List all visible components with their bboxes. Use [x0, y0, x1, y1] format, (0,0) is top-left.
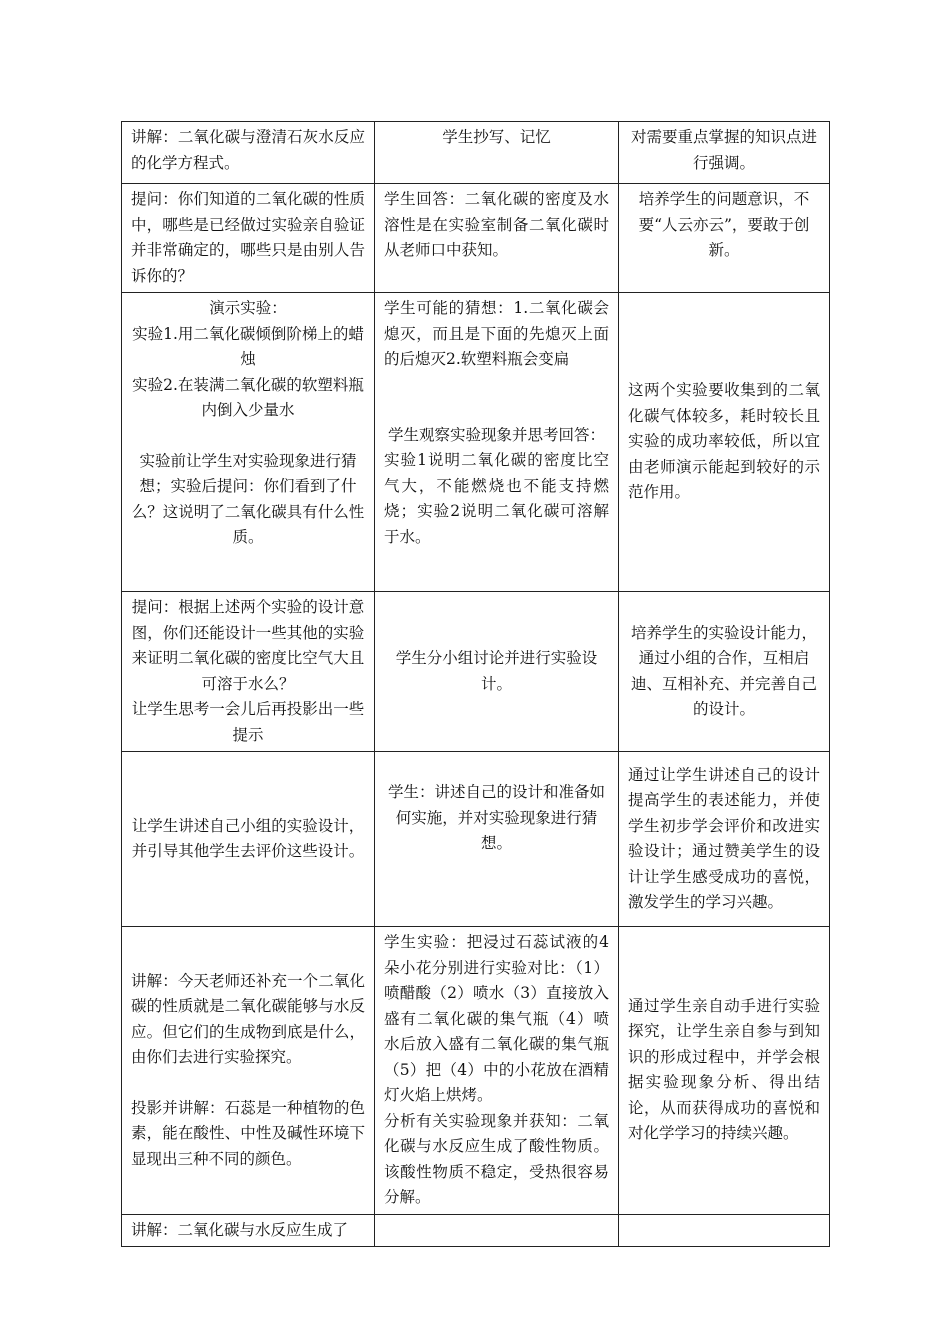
- cell-text: 学生：讲述自己的设计和准备如何实施，并对实验现象进行猜想。: [387, 783, 605, 852]
- design-intent-cell: [619, 293, 830, 592]
- cell-text: 培养学生的问题意识，不要“人云亦云”，要敢于创新。: [638, 190, 810, 259]
- cell-text: 讲解：今天老师还补充一个二氧化碳的性质就是二氧化碳能够与水反应。但它们的生成物到底是什么，由你们去进行实验探究。: [131, 971, 365, 1066]
- teacher-activity-cell: [122, 122, 375, 184]
- table-row: [122, 752, 830, 927]
- cell-text: 对需要重点掌握的知识点进行强调。: [630, 128, 817, 172]
- table-row: [122, 927, 830, 1215]
- lesson-plan-table: [121, 121, 830, 1247]
- design-intent-cell: [619, 927, 830, 1215]
- teacher-activity-cell: [122, 592, 375, 752]
- table-row: [122, 293, 830, 592]
- cell-text: 让学生讲述自己小组的实验设计，并引导其他学生去评价这些设计。: [131, 816, 365, 860]
- cell-text: 学生抄写、记忆: [442, 128, 551, 146]
- cell-text: 讲解：二氧化碳与澄清石灰水反应的化学方程式。: [131, 128, 365, 172]
- cell-text: 通过让学生讲述自己的设计提高学生的表述能力，并使学生初步学会评价和改进实验设计；通过赞美学生的设计让学生感受成功的喜悦，激发学生的学习兴趣。: [628, 765, 820, 911]
- cell-text: 提问：根据上述两个实验的设计意图，你们还能设计一些其他的实验来证明二氧化碳的密度比空气大且可溶于水么？: [131, 598, 365, 693]
- design-intent-cell: [619, 592, 830, 752]
- spacer: [384, 398, 609, 423]
- table-row: [122, 1214, 830, 1247]
- teacher-activity-cell: [122, 752, 375, 927]
- cell-text: 演示实验：: [209, 299, 287, 317]
- cell-text: 这两个实验要收集到的二氧化碳气体较多，耗时较长且实验的成功率较低，所以宜由老师演示能起到较好的示范作用。: [628, 381, 820, 502]
- cell-text: 提问：你们知道的二氧化碳的性质中，哪些是已经做过实验亲自验证并非常确定的，哪些只是由别人告诉你的？: [131, 190, 365, 285]
- cell-text: 学生回答：二氧化碳的密度及水溶性是在实验室制备二氧化碳时从老师口中获知。: [384, 190, 609, 259]
- cell-text: 学生观察实验现象并思考回答：: [387, 425, 605, 444]
- teacher-activity-cell: [122, 927, 375, 1215]
- cell-text: 学生可能的猜想：1.二氧化碳会熄灭，而且是下面的先熄灭上面的后熄灭2.软塑料瓶会变扁: [384, 299, 609, 368]
- cell-text: 实验1.用二氧化碳倾倒阶梯上的蜡烛: [132, 324, 364, 368]
- spacer: [131, 424, 365, 449]
- cell-text: 学生分小组讨论并进行实验设计。: [395, 649, 598, 693]
- cell-text: 讲解：二氧化碳与水反应生成了: [131, 1220, 349, 1239]
- student-activity-cell: [375, 752, 619, 927]
- spacer: [384, 373, 609, 398]
- student-activity-cell: [375, 1214, 619, 1247]
- cell-text: 培养学生的实验设计能力，通过小组的合作，互相启迪、互相补充、并完善自己的设计。: [630, 623, 817, 718]
- design-intent-cell: [619, 122, 830, 184]
- design-intent-cell: [619, 752, 830, 927]
- spacer: [131, 1071, 365, 1096]
- design-intent-cell: [619, 1214, 830, 1247]
- cell-text: 实验2.在装满二氧化碳的软塑料瓶内倒入少量水: [132, 375, 364, 419]
- table-row: [122, 184, 830, 293]
- cell-text: 分析有关实验现象并获知：二氧化碳与水反应生成了酸性物质。该酸性物质不稳定，受热很容易分解。: [384, 1111, 609, 1206]
- cell-text: 学生实验：把浸过石蕊试液的4朵小花分别进行实验对比：（1）喷醋酸（2）喷水（3）直接放入盛有二氧化碳的集气瓶（4）喷水后放入盛有二氧化碳的集气瓶（5）把（4）中的小花放在酒精灯火焰上烘烤。: [384, 933, 609, 1104]
- student-activity-cell: [375, 122, 619, 184]
- student-activity-cell: [375, 927, 619, 1215]
- design-intent-cell: [619, 184, 830, 293]
- student-activity-cell: [375, 293, 619, 592]
- cell-text: 让学生思考一会儿后再投影出一些提示: [131, 700, 365, 744]
- student-activity-cell: [375, 592, 619, 752]
- cell-text: 投影并讲解：石蕊是一种植物的色素，能在酸性、中性及碱性环境下显现出三种不同的颜色。: [131, 1098, 365, 1168]
- cell-text: 实验1说明二氧化碳的密度比空气大，不能燃烧也不能支持燃烧；实验2说明二氧化碳可溶解于水。: [384, 451, 609, 546]
- student-activity-cell: [375, 184, 619, 293]
- teacher-activity-cell: [122, 184, 375, 293]
- cell-text: 实验前让学生对实验现象进行猜想；实验后提问：你们看到了什么？这说明了二氧化碳具有什么性质。: [131, 451, 365, 546]
- teacher-activity-cell: [122, 293, 375, 592]
- cell-text: 通过学生亲自动手进行实验探究，让学生亲自参与到知识的形成过程中，并学会根据实验现象分析、得出结论，从而获得成功的喜悦和对化学学习的持续兴趣。: [628, 996, 820, 1143]
- table-row: [122, 122, 830, 184]
- table-row: [122, 592, 830, 752]
- teacher-activity-cell: [122, 1214, 375, 1247]
- spacer: [384, 755, 609, 780]
